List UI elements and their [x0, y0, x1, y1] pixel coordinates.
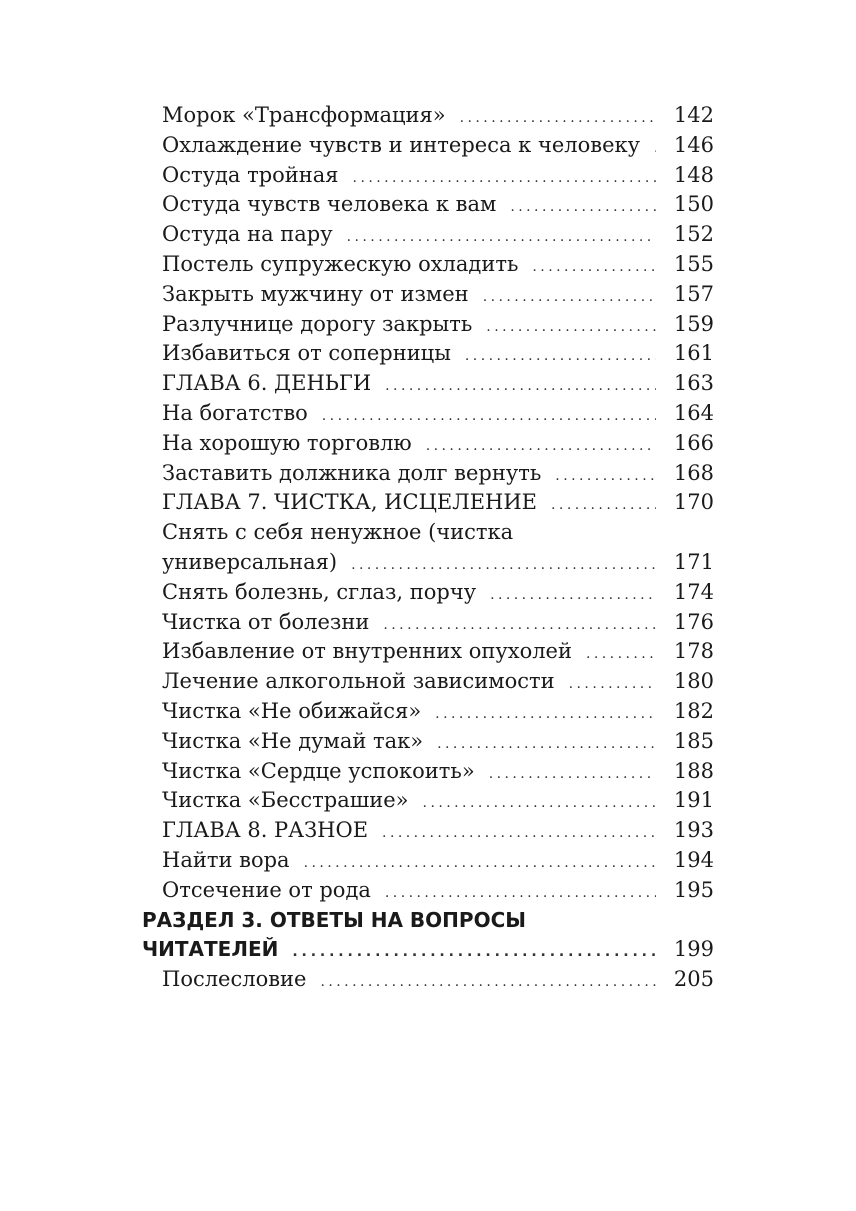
toc-entry-title: На богатство [162, 400, 308, 425]
toc-entry-title: ГЛАВА 7. ЧИСТКА, ИСЦЕЛЕНИЕ [162, 490, 538, 515]
toc-entry-title: Снять с себя ненужное (чистка [162, 520, 514, 545]
toc-section-title: РАЗДЕЛ 3. ОТВЕТЫ НА ВОПРОСЫ [142, 907, 526, 932]
dot-leader [555, 462, 656, 492]
toc-chapter-heading[interactable] [142, 369, 714, 399]
toc-entry-page: 168 [673, 460, 714, 485]
toc-entry-title: Найти вора [162, 847, 290, 872]
toc-entry-page: 193 [673, 818, 714, 843]
toc-entry-page: 150 [673, 192, 714, 217]
toc-entry[interactable] [142, 339, 714, 369]
toc-entry[interactable] [142, 429, 714, 459]
toc-section-heading[interactable] [142, 935, 714, 965]
dot-leader [347, 223, 656, 253]
toc-entry[interactable] [142, 637, 714, 667]
toc-entry-page: 155 [673, 251, 714, 276]
toc-section-title: ЧИТАТЕЛЕЙ [142, 937, 279, 962]
toc-entry-page: 194 [673, 847, 714, 872]
toc-entry-title: Остуда на пару [162, 222, 333, 247]
toc-entry-page: 170 [673, 490, 714, 515]
toc-entry[interactable] [142, 131, 714, 161]
toc-entry-page: 146 [673, 132, 714, 157]
dot-leader [351, 551, 656, 581]
toc-entry-page: 171 [673, 549, 714, 574]
toc-entry-title: ГЛАВА 6. ДЕНЬГИ [162, 371, 372, 396]
toc-chapter-heading[interactable] [142, 816, 714, 846]
toc-entry[interactable] [142, 161, 714, 191]
toc-entry[interactable] [142, 846, 714, 876]
dot-leader [426, 432, 656, 462]
toc-entry-page: 195 [673, 877, 714, 902]
toc-entry[interactable] [142, 250, 714, 280]
toc-entry[interactable] [142, 190, 714, 220]
toc-entry[interactable] [142, 697, 714, 727]
toc-entry-page: 182 [673, 698, 714, 723]
dot-leader [465, 342, 656, 372]
toc-entry-page: 148 [673, 162, 714, 187]
toc-entry-page: 178 [673, 639, 714, 664]
toc-entry-page: 166 [673, 430, 714, 455]
dot-leader [486, 313, 656, 343]
toc-entry-page: 180 [673, 669, 714, 694]
dot-leader [353, 164, 656, 194]
toc-entry[interactable] [142, 280, 714, 310]
toc-entry-first-line[interactable] [142, 518, 714, 548]
toc-entry[interactable] [142, 578, 714, 608]
toc-entry[interactable] [142, 667, 714, 697]
toc-entry-title: Снять болезнь, сглаз, порчу [162, 579, 477, 604]
toc-entry-title: Чистка «Не думай так» [162, 728, 424, 753]
toc-entry-title: Чистка «Бесстрашие» [162, 788, 409, 813]
toc-entry[interactable] [142, 727, 714, 757]
dot-leader [320, 968, 655, 998]
dot-leader [292, 938, 656, 968]
dot-leader [654, 134, 656, 164]
toc-entry[interactable] [142, 101, 714, 131]
toc-entry[interactable] [142, 220, 714, 250]
toc-entry-page: 161 [673, 341, 714, 366]
toc-entry-title: Заставить должника долг вернуть [162, 460, 542, 485]
toc-entry-title: универсальная) [162, 549, 338, 574]
toc-entry-title: ГЛАВА 8. РАЗНОЕ [162, 818, 369, 843]
dot-leader [532, 253, 656, 283]
toc-entry[interactable] [142, 757, 714, 787]
toc-entry-page: 188 [673, 758, 714, 783]
dot-leader [551, 491, 656, 521]
toc-entry-title: Закрыть мужчину от измен [162, 281, 469, 306]
dot-leader [322, 402, 656, 432]
toc-entry-page: 191 [673, 788, 714, 813]
toc-entry-title: Морок «Трансформация» [162, 103, 446, 127]
toc-entry-title: Отсечение от рода [162, 877, 371, 902]
toc-entry[interactable] [142, 310, 714, 340]
toc-entry-title: Послесловие [162, 967, 307, 992]
dot-leader [510, 193, 656, 223]
toc-entry[interactable] [142, 965, 714, 995]
toc-entry-page: 174 [673, 579, 714, 604]
toc-entry-title: Разлучнице дорогу закрыть [162, 311, 473, 336]
toc-entry[interactable] [142, 786, 714, 816]
dot-leader [489, 760, 656, 790]
toc-entry-title: Чистка от болезни [162, 609, 370, 634]
dot-leader [423, 789, 656, 819]
dot-leader [437, 730, 656, 760]
toc-entry-title: Остуда тройная [162, 162, 339, 187]
toc-chapter-heading[interactable] [142, 488, 714, 518]
toc-entry-title: На хорошую торговлю [162, 430, 412, 455]
toc-entry-title: Охлаждение чувств и интереса к человеку [162, 132, 640, 157]
toc-entry-title: Чистка «Сердце успокоить» [162, 758, 475, 783]
dot-leader [385, 372, 656, 402]
toc-entry-page: 163 [673, 371, 714, 396]
toc-entry[interactable] [142, 459, 714, 489]
toc-entry-page: 157 [673, 281, 714, 306]
toc-entry-title: Остуда чувств человека к вам [162, 192, 497, 217]
dot-leader [569, 670, 656, 700]
toc-entry[interactable] [142, 876, 714, 906]
dot-leader [435, 700, 656, 730]
toc-entry-title: Лечение алкогольной зависимости [162, 669, 555, 694]
toc-entry-page: 185 [673, 728, 714, 753]
toc-entry-page: 142 [673, 103, 714, 127]
toc-entry-page: 176 [673, 609, 714, 634]
toc-entry[interactable] [142, 548, 714, 578]
dot-leader [304, 849, 656, 879]
toc-section-heading-first-line[interactable] [142, 906, 714, 936]
toc-entry-page: 205 [673, 967, 714, 992]
table-of-contents [142, 101, 714, 995]
toc-entry-page: 164 [673, 400, 714, 425]
dot-leader [382, 819, 656, 849]
toc-entry[interactable] [142, 399, 714, 429]
dot-leader [460, 104, 656, 134]
dot-leader [483, 283, 656, 313]
toc-entry-title: Избавление от внутренних опухолей [162, 639, 572, 664]
dot-leader [490, 581, 656, 611]
toc-entry-page: 152 [673, 222, 714, 247]
dot-leader [385, 879, 656, 909]
toc-entry-title: Чистка «Не обижайся» [162, 698, 422, 723]
dot-leader [586, 640, 656, 670]
dot-leader [383, 611, 656, 641]
toc-entry-page: 199 [673, 937, 714, 962]
toc-entry-page: 159 [673, 311, 714, 336]
toc-entry-title: Постель супружескую охладить [162, 251, 519, 276]
toc-entry-title: Избавиться от соперницы [162, 341, 451, 366]
toc-entry[interactable] [142, 608, 714, 638]
